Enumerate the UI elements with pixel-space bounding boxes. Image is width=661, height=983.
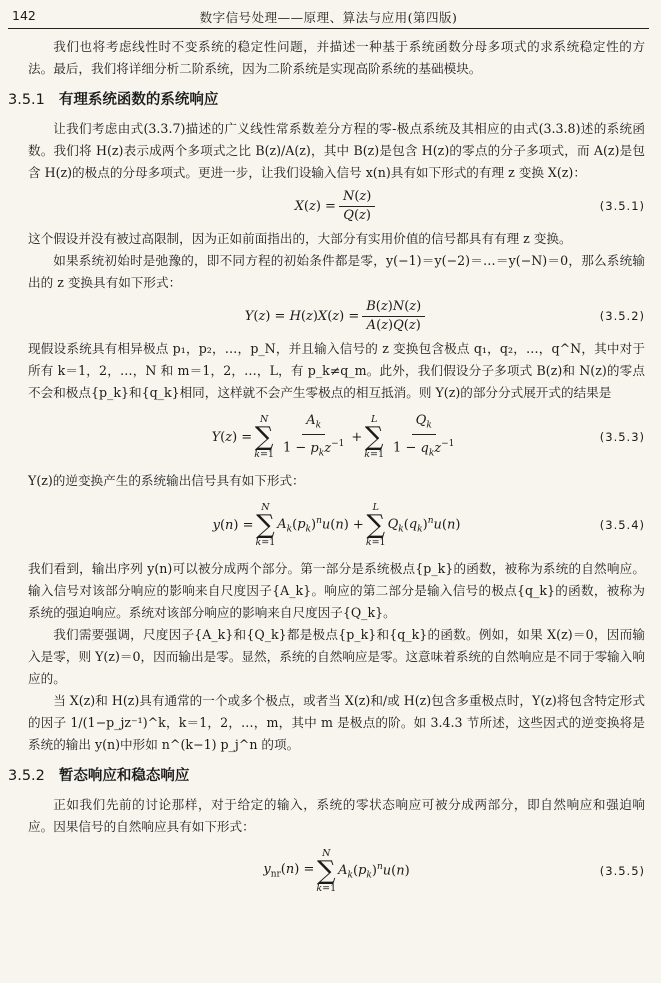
paragraph-inverse-transform: Y(z)的逆变换产生的系统输出信号具有如下形式： <box>28 473 305 488</box>
section-title: 有理系统函数的系统响应 <box>58 92 219 108</box>
paragraph-transient: 正如我们先前的讨论那样，对于给定的输入，系统的零状态响应可被分成两部分，即自然响应和强迫响应。因果信号的自然响应具有如下形式： <box>28 797 645 834</box>
equation-number: (3.5.5) <box>599 864 645 878</box>
paragraph-distinct-poles: 现假设系统具有相异极点 p₁，p₂，…，p_N，并且输入信号的 z 变换包含极点 q₁，q₂，…，q^N，其中对于所有 k＝1，2，…，N 和 m＝1，2，…，L，有 p_k≠q_m。此外，我们假设分子多项式 B(z)和 N(z)的零点不会和极点{p_k}和{q_k}相同，这样就不会产生零极点的相互抵消。则 Y(z)的部分分式展开式的结果是 <box>28 341 645 400</box>
running-header <box>8 4 649 29</box>
equation-number: (3.5.1) <box>599 199 645 213</box>
equation-number: (3.5.2) <box>599 309 645 323</box>
equation-3-5-4: y(n) = N ∑ k=1 $A_k(p_k)^nu(n)$ + L ∑ k=1 $Q_k(q_k)^nu(n)$ (3.5.4) <box>212 501 645 548</box>
paragraph-relaxed-system: 如果系统初始时是弛豫的，即不同方程的初始条件都是零，y(−1)＝y(−2)＝…＝y(−N)＝0，那么系统输出的 z 变换具有如下形式： <box>28 253 645 290</box>
paragraph-assumption: 这个假设并没有被过高限制，因为正如前面指出的，大部分有实用价值的信号都具有有理 z 变换。 <box>28 231 572 246</box>
section-title: 暂态响应和稳态响应 <box>58 768 190 784</box>
equation-3-5-1: X(z) = $\frac{N(z)}{Q(z)}$ (3.5.1) <box>294 188 645 223</box>
equation-3-5-3: Y(z) = N ∑ k=1 $\frac{A_k}{1 - p_kz^{-1}}$ + L ∑ k=1 $\frac{Q_k}{1 - q_kz^{-1}}$ (3.5.3) <box>211 412 645 460</box>
equation-number: (3.5.4) <box>599 518 645 532</box>
paragraph-natural-forced: 我们看到，输出序列 y(n)可以被分成两个部分。第一部分是系统极点{p_k}的函数，被称为系统的自然响应。输入信号对该部分响应的影响来自尺度因子{A_k}。响应的第二部分是输入信号的极点{q_k}的函数，被称为系统的强迫响应。系统对该部分响应的影响来自尺度因子{Q_k}。 <box>28 561 645 620</box>
section-number: 3.5.2 <box>8 768 45 784</box>
paragraph-system-function: 让我们考虑由式(3.3.7)描述的广义线性常系数差分方程的零-极点系统及其相应的由式(3.3.8)述的系统函数。我们将 H(z)表示成两个多项式之比 B(z)/A(z)，其中 B(z)是包含 H(z)的零点的分子多项式，而 A(z)是包含 H(z)的极点的分母多项式。更进一步，让我们设输入信号 x(n)具有如下形式的有理 z 变换 X(z)： <box>28 121 645 180</box>
equation-3-5-2: Y(z) = H(z)X(z) = $\frac{B(z)N(z)}{A(z)Q(z)}$ (3.5.2) <box>244 298 645 333</box>
paragraph-scale-factors: 我们需要强调，尺度因子{A_k}和{Q_k}都是极点{p_k}和{q_k}的函数。例如，如果 X(z)＝0，因而输入是零，则 Y(z)＝0，因而输出是零。显然，系统的自然响应是零。这意味着系统的自然响应是不同于零输入响应的。 <box>28 627 645 686</box>
equation-number: (3.5.3) <box>599 430 645 444</box>
page-content <box>8 36 645 904</box>
paragraph-intro: 我们也将考虑线性时不变系统的稳定性问题，并描述一种基于系统函数分母多项式的求系统稳定性的方法。最后，我们将详细分析二阶系统，因为二阶系统是实现高阶系统的基础模块。 <box>28 39 645 76</box>
section-heading-3-5-1 <box>8 88 645 112</box>
paragraph-multiple-poles: 当 X(z)和 H(z)具有通常的一个或多个极点，或者当 X(z)和/或 H(z)包含多重极点时，Y(z)将包含特定形式的因子 1/(1−p_jz⁻¹)^k，k＝1，2，…，m，其中 m 是极点的阶。如 3.4.3 节所述，这些因式的逆变换将是系统的输出 y(n)中形如 n^(k−1) p_j^n 的项。 <box>28 693 645 752</box>
page-number: 142 <box>12 8 36 23</box>
section-heading-3-5-2 <box>8 764 645 788</box>
section-number: 3.5.1 <box>8 92 45 108</box>
equation-3-5-5: $y_{nr}(n)$ = N ∑ k=1 $A_k(p_k)^nu(n)$ (3.5.5) <box>263 847 645 894</box>
book-title: 数字信号处理——原理、算法与应用(第四版) <box>199 10 458 25</box>
